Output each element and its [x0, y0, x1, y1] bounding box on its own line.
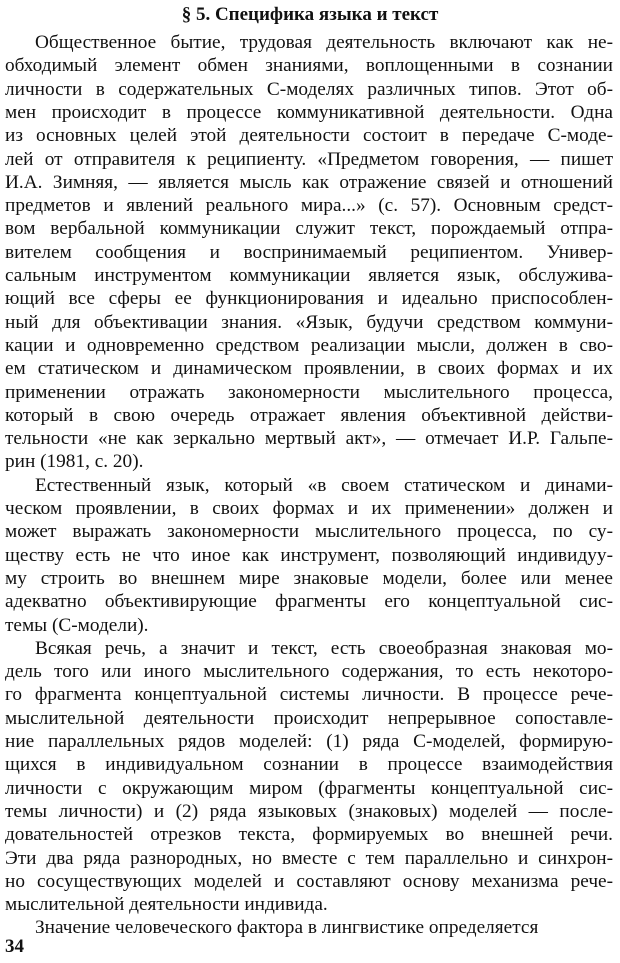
- text-line: ный для объективации знания. «Язык, будучи средством коммуни-: [5, 311, 613, 333]
- text-line: Всякая речь, а значит и текст, есть своеобразная знаковая мо-: [35, 637, 613, 659]
- text-line: ние параллельных рядов моделей: (1) ряда С-моделей, формирую-: [5, 731, 613, 752]
- text-line: может выражать закономерности мыслительного процесса, по су-: [5, 521, 613, 543]
- text-line: который в свою очередь отражает явления объективной действи-: [5, 404, 613, 426]
- text-line: темы (С-модели).: [5, 614, 149, 636]
- text-line: личности в содержательных С-моделях различных типов. Этот об-: [5, 78, 613, 100]
- text-line: мен происходит в процессе коммуникативной деятельности. Одна: [5, 101, 613, 123]
- text-line: но сосуществующих моделей и составляют основу механизма рече-: [5, 870, 613, 892]
- text-line: из основных целей этой деятельности состоит в передаче С-моде-: [5, 125, 613, 147]
- text-line: темы личности) и (2) ряда языковых (знаковых) моделей — после-: [5, 800, 613, 822]
- text-line: мыслительной деятельности происходит непрерывное сопоставле-: [5, 707, 613, 729]
- text-line: рин (1981, с. 20).: [5, 451, 144, 473]
- text-line: личности с окружающим миром (фрагменты концептуальной сис-: [5, 777, 613, 799]
- text-line: мыслительной деятельности индивида.: [5, 894, 328, 916]
- section-heading: § 5. Специфика языка и текст: [181, 4, 439, 25]
- text-line: тельности «не как зеркально мертвый акт», — отмечает И.Р. Гальпе-: [5, 428, 613, 450]
- text-line: му строить во внешнем мире знаковые модели, более или менее: [5, 567, 613, 589]
- text-line: ющий все сферы ее функционирования и идеально приспособлен-: [5, 288, 613, 310]
- text-line: ем статическом и динамическом проявлении, в своих формах и их: [5, 358, 613, 380]
- text-line: Эти два ряда разнородных, но вместе с тем параллельно и синхрон-: [5, 847, 613, 869]
- text-line: дель того или иного мыслительного содержания, то есть некоторо-: [5, 661, 613, 683]
- text-line: вом вербальной коммуникации служит текст, порождаемый отпра-: [5, 218, 613, 240]
- text-line: обходимый элемент обмен знаниями, воплощенными в сознании: [5, 55, 613, 77]
- text-line: И.А. Зимняя, — является мысль как отражение связей и отношений: [5, 171, 613, 193]
- text-line: ческом проявлении, в своих формах и их применении» должен и: [5, 498, 613, 519]
- text-line: сальным инструментом коммуникации является язык, обслужива-: [5, 265, 613, 286]
- text-line: ществу есть не что иное как инструмент, позволяющий индивидуу-: [5, 544, 613, 566]
- text-line: применении отражать закономерности мыслительного процесса,: [5, 381, 613, 403]
- text-line: довательностей отрезков текста, формируемых во внешней речи.: [5, 824, 613, 846]
- text-line: Естественный язык, который «в своем статическом и динами-: [35, 474, 613, 496]
- text-line: лей от отправителя к реципиенту. «Предметом говорения, — пишет: [5, 148, 613, 170]
- text-line: вителем сообщения и воспринимаемый реципиентом. Универ-: [5, 241, 613, 263]
- text-line: щихся в индивидуальном сознании в процессе взаимодействия: [5, 754, 613, 776]
- text-line: Значение человеческого фактора в лингвистике определяется: [35, 917, 539, 939]
- text-line: Общественное бытие, трудовая деятельность включают как не-: [35, 32, 613, 53]
- text-line: кации и одновременно средством реализации мысли, должен в сво-: [5, 334, 613, 356]
- page-number: 34: [5, 936, 24, 957]
- text-line: го фрагмента концептуальной системы личности. В процессе рече-: [5, 684, 613, 706]
- text-line: предметов и явлений реального мира...» (с. 57). Основным средст-: [5, 195, 613, 217]
- text-line: адекватно объективирующие фрагменты его концептуальной сис-: [5, 591, 613, 613]
